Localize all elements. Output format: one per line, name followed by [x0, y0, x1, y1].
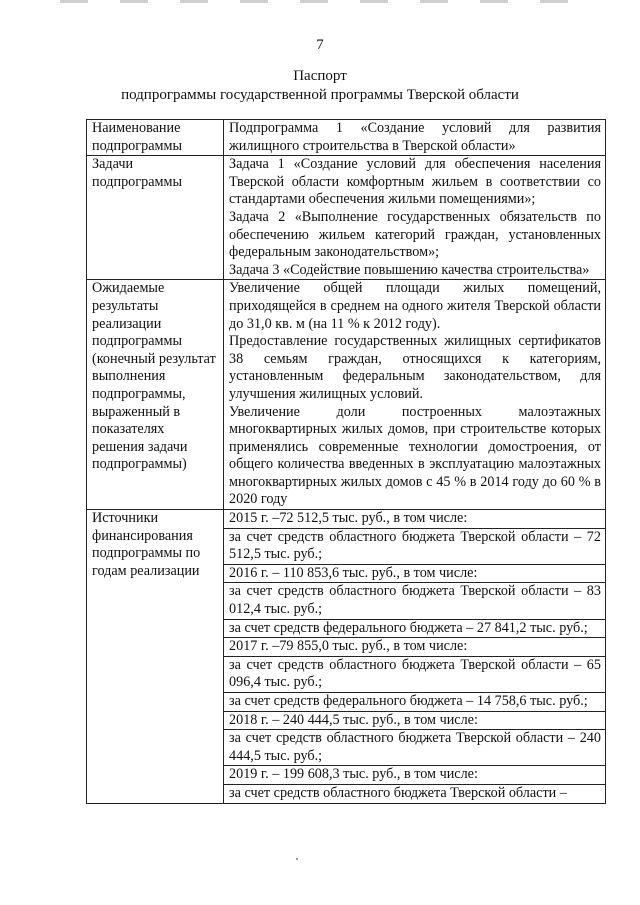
value-paragraph: за счет средств областного бюджета Тверской области – 65 096,4 тыс. руб.; — [224, 656, 605, 692]
row-value — [224, 156, 606, 280]
row-value — [224, 280, 606, 510]
value-paragraph: Задача 2 «Выполнение государственных обязательств по обеспечению жильем категорий граждан, установленных федеральным законодательством»; — [229, 208, 601, 261]
row-label: Источники финансирования подпрограммы по годам реализации — [87, 510, 224, 804]
title-line-1: Паспорт — [293, 68, 347, 84]
value-paragraph: Увеличение общей площади жилых помещений, приходящейся в среднем на одного жителя Тверской области до 31,0 кв. м (на 11 % к 2012 году). — [229, 280, 601, 332]
table-row — [87, 510, 606, 804]
scan-top-marks — [0, 0, 640, 6]
value-paragraph: 2017 г. –79 855,0 тыс. руб., в том числе: — [224, 637, 605, 656]
value-paragraph: 2018 г. – 240 444,5 тыс. руб., в том числе: — [224, 711, 605, 730]
value-paragraph: Задача 1 «Создание условий для обеспечения населения Тверской области комфортным жильем в соответствии со стандартами обеспечения жильми помещениями»; — [229, 156, 601, 208]
scan-speck — [296, 858, 298, 860]
document-title — [0, 67, 640, 105]
value-paragraph: Подпрограмма 1 «Создание условий для развития жилищного строительства в Тверской области» — [229, 120, 601, 154]
table-row — [87, 120, 606, 156]
title-line-2: подпрограммы государственной программы Тверской области — [121, 87, 519, 103]
row-label: Задачи подпрограммы — [87, 156, 224, 280]
row-label: Наименование подпрограммы — [87, 120, 224, 156]
value-paragraph: Увеличение доли построенных малоэтажных многоквартирных жилых домов, при строительстве которых применялись современные технологии домостроения, от общего количества введенных в эксплуатацию малоэтажных многоквартирных жилых домов с 45 % в 2014 году до 60 % в 2020 году — [229, 403, 601, 508]
value-paragraph: 2019 г. – 199 608,3 тыс. руб., в том числе: — [224, 765, 605, 784]
table-row — [87, 156, 606, 280]
value-paragraph: за счет средств областного бюджета Тверской области – — [224, 784, 605, 803]
row-value — [224, 510, 606, 804]
page-number: 7 — [316, 37, 324, 53]
value-paragraph: за счет средств федерального бюджета – 14 758,6 тыс. руб.; — [224, 692, 605, 711]
table-row — [87, 280, 606, 510]
value-paragraph: Задача 3 «Содействие повышению качества строительства» — [229, 261, 590, 278]
row-value — [224, 120, 606, 156]
value-paragraph: за счет средств областного бюджета Тверской области – 72 512,5 тыс. руб.; — [224, 528, 605, 564]
value-paragraph: 2015 г. –72 512,5 тыс. руб., в том числе: — [229, 510, 468, 527]
value-paragraph: за счет средств областного бюджета Тверской области – 83 012,4 тыс. руб.; — [224, 582, 605, 618]
row-label: Ожидаемые результаты реализации подпрограммы (конечный результат выполнения подпрограммы, выраженный в показателях решения задачи подпрограммы) — [87, 280, 224, 510]
value-paragraph: 2016 г. – 110 853,6 тыс. руб., в том числе: — [224, 564, 605, 583]
value-paragraph: Предоставление государственных жилищных сертификатов 38 семьям граждан, относящихся к категориям, установленным федеральным законодательством, для улучшения жилищных условий. — [229, 333, 601, 402]
value-paragraph: за счет средств областного бюджета Тверской области – 240 444,5 тыс. руб.; — [224, 729, 605, 765]
value-paragraph: за счет средств федерального бюджета – 27 841,2 тыс. руб.; — [224, 619, 605, 638]
passport-table — [86, 119, 606, 804]
